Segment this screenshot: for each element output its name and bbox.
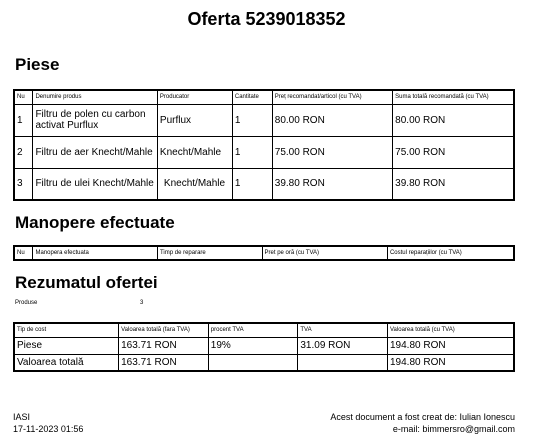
row-number: 3	[14, 168, 33, 200]
quantity: 1	[232, 136, 272, 168]
created-by: Acest document a fost creat de: Iulian Ionescu	[330, 412, 515, 422]
row-number: 2	[14, 136, 33, 168]
datetime: 17-11-2023 01:56	[13, 424, 84, 434]
col-header: TVA	[298, 323, 388, 337]
summary-table	[13, 322, 515, 372]
vat-percent: 19%	[208, 337, 298, 354]
producer: Purflux	[157, 104, 232, 136]
vat-value	[298, 354, 388, 371]
quantity: 1	[232, 104, 272, 136]
gross-value: 194.80 RON	[388, 354, 515, 371]
col-header: Pret pe oră (cu TVA)	[262, 246, 387, 260]
product-name: Filtru de ulei Knecht/Mahle	[33, 168, 157, 200]
col-header: Timp de reparare	[157, 246, 262, 260]
table-row	[14, 136, 514, 168]
product-name: Filtru de polen cu carbon activat Purflux	[33, 104, 157, 136]
col-header: Suma totală recomandată (cu TVA)	[393, 90, 514, 104]
cost-type: Valoarea totală	[14, 354, 119, 371]
quantity: 1	[232, 168, 272, 200]
email: e-mail: bimmersro@gmail.com	[392, 424, 515, 434]
total-price: 80.00 RON	[393, 104, 514, 136]
summary-heading: Rezumatul ofertei	[15, 273, 158, 292]
table-row	[14, 104, 514, 136]
summary-header-row	[14, 323, 514, 337]
producer: Knecht/Mahle	[157, 168, 232, 200]
parts-heading: Piese	[15, 55, 60, 74]
gross-value: 194.80 RON	[388, 337, 515, 354]
col-header: Valoarea totală (fara TVA)	[119, 323, 209, 337]
document-title: Oferta 5239018352	[187, 9, 346, 29]
col-header: Nu	[14, 90, 33, 104]
footer-location	[13, 411, 83, 435]
col-header: Tip de cost	[14, 323, 119, 337]
products-label: Produse	[15, 300, 38, 306]
col-header: Nu	[14, 246, 33, 260]
col-header: Denumire produs	[33, 90, 157, 104]
col-header: Cantitate	[232, 90, 272, 104]
vat-percent	[208, 354, 298, 371]
col-header: Costul reparațiilor (cu TVA)	[387, 246, 514, 260]
col-header: Preț recomandat/articol (cu TVA)	[272, 90, 392, 104]
labor-table	[13, 245, 515, 261]
unit-price: 39.80 RON	[272, 168, 392, 200]
total-price: 75.00 RON	[393, 136, 514, 168]
parts-table	[13, 89, 515, 201]
city: IASI	[13, 412, 31, 422]
col-header: procent TVA	[208, 323, 298, 337]
unit-price: 80.00 RON	[272, 104, 392, 136]
table-row	[14, 354, 514, 371]
total-price: 39.80 RON	[393, 168, 514, 200]
cost-type: Piese	[14, 337, 119, 354]
net-value: 163.71 RON	[119, 354, 209, 371]
labor-header-row	[14, 246, 514, 260]
col-header: Producator	[157, 90, 232, 104]
row-number: 1	[14, 104, 33, 136]
table-row	[14, 168, 514, 200]
products-count: 3	[140, 300, 144, 306]
table-row	[14, 337, 514, 354]
net-value: 163.71 RON	[119, 337, 209, 354]
labor-heading: Manopere efectuate	[15, 213, 175, 232]
product-name: Filtru de aer Knecht/Mahle	[33, 136, 157, 168]
col-header: Valoarea totală (cu TVA)	[388, 323, 515, 337]
parts-header-row	[14, 90, 514, 104]
footer-author	[330, 411, 515, 435]
col-header: Manopera efectuata	[33, 246, 158, 260]
unit-price: 75.00 RON	[272, 136, 392, 168]
vat-value: 31.09 RON	[298, 337, 388, 354]
producer: Knecht/Mahle	[157, 136, 232, 168]
